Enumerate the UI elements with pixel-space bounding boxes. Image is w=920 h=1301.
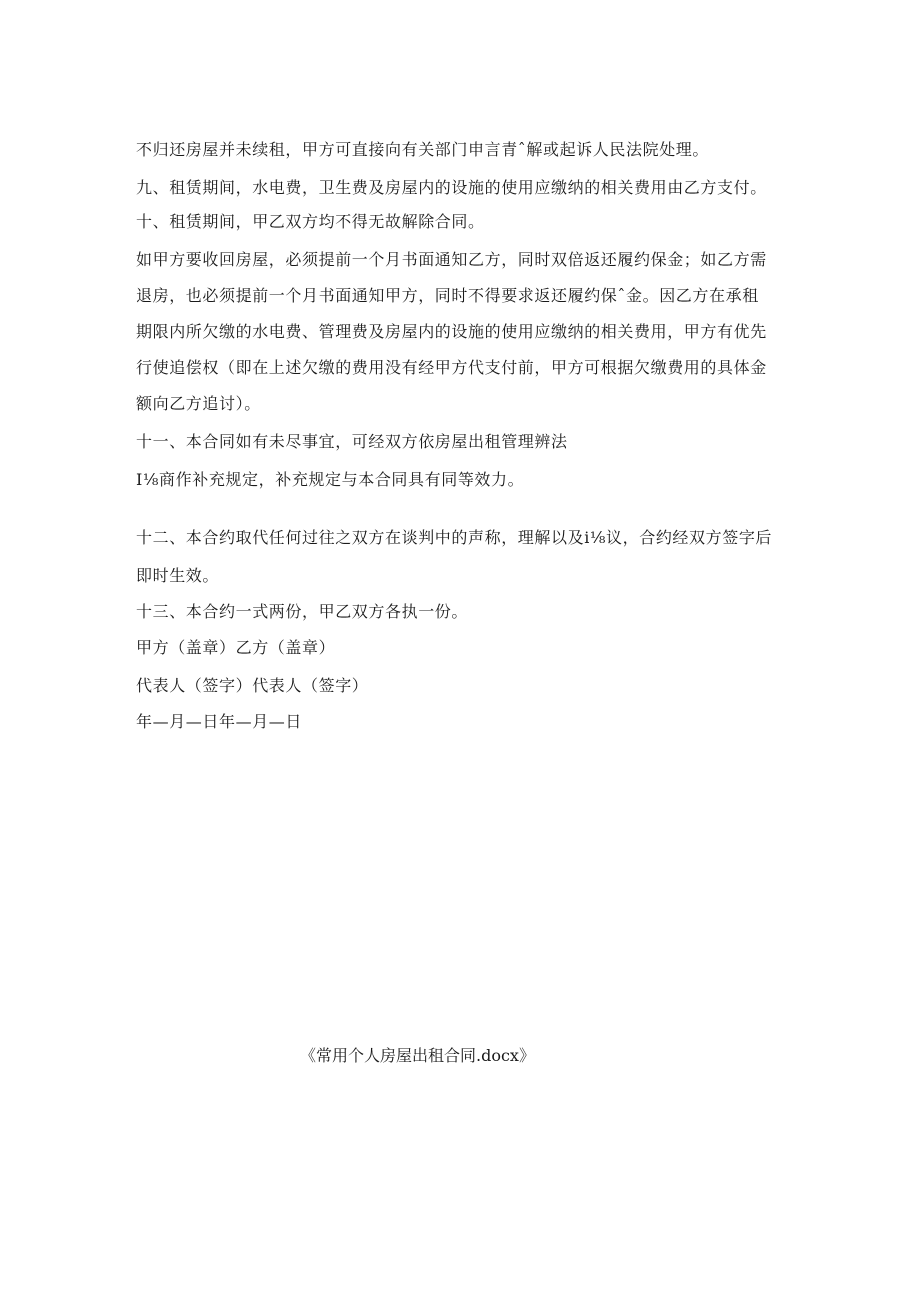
clause-ten-detail-line-5: 额向乙方追讨）。 [136, 394, 261, 413]
signature-representative-line: 代表人（签字）代表人（签字） [136, 676, 369, 695]
clause-twelve-continuation: 即时生效。 [136, 566, 220, 585]
clause-nine: 九、租赁期间，水电费，卫生费及房屋内的设施的使用应缴纳的相关费用由乙方支付。 [136, 178, 767, 197]
clause-ten-detail-line-2: 退房，也必须提前一个月书面通知甲方，同时不得要求返还履约保ˆ金。因乙方在承租 [136, 286, 759, 305]
clause-eleven-continuation: I⅛商作补充规定，补充规定与本合同具有同等效力。 [136, 470, 525, 489]
signature-seal-line: 甲方（盖章）乙方（盖章） [136, 638, 336, 657]
clause-ten-detail-line-4: 行使追偿权（即在上述欠缴的费用没有经甲方代支付前，甲方可根据欠缴费用的具体金 [136, 358, 767, 377]
clause-ten: 十、租赁期间，甲乙双方均不得无故解除合同。 [136, 212, 485, 231]
signature-date-line: 年—月—日年—月—日 [136, 712, 303, 731]
clause-eleven: 十一、本合同如有未尽事宜，可经双方依房屋出租管理辨法 [136, 432, 568, 451]
clause-ten-detail-line-3: 期限内所欠缴的水电费、管理费及房屋内的设施的使用应缴纳的相关费用，甲方有优先 [136, 322, 767, 341]
clause-twelve: 十二、本合约取代任何过往之双方在谈判中的声称，理解以及i⅛议，合约经双方签字后 [136, 528, 773, 547]
clause-eight-continuation: 不归还房屋并未续租，甲方可直接向有关部门申言青ˆ解或起诉人民法院处理。 [136, 140, 710, 159]
clause-thirteen: 十三、本合约一式两份，甲乙双方各执一份。 [136, 602, 469, 621]
clause-ten-detail-line-1: 如甲方要收回房屋，必须提前一个月书面通知乙方，同时双倍返还履约保金；如乙方需 [136, 250, 767, 269]
document-filename-footer: 《常用个人房屋出租合同.docx》 [300, 1046, 535, 1065]
